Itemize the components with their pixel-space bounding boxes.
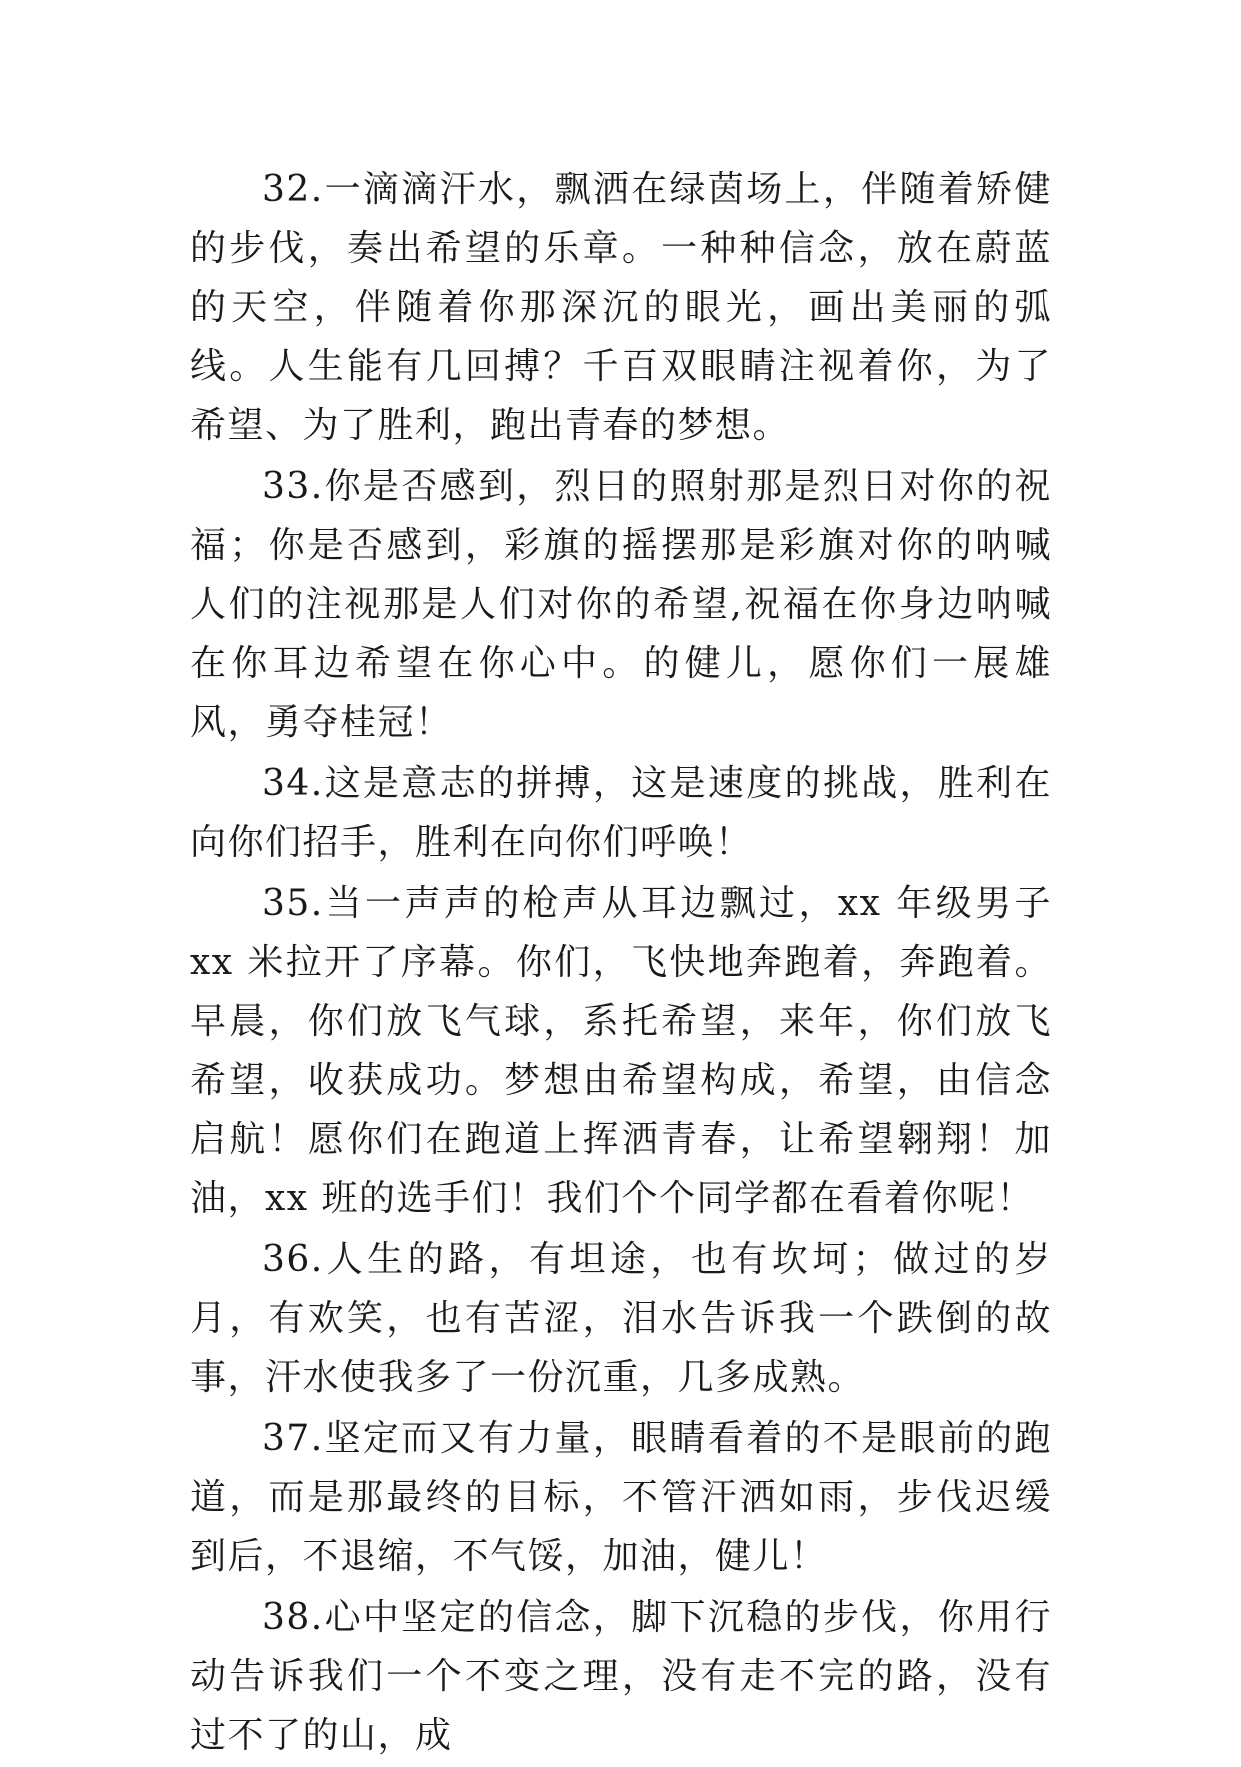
paragraph-36: 36.人生的路，有坦途，也有坎坷；做过的岁月，有欢笑，也有苦涩，泪水告诉我一个跌倒的故事，汗水使我多了一份沉重，几多成熟。 [190, 1239, 1052, 1398]
text-body [190, 160, 1052, 1767]
paragraph-38: 38.心中坚定的信念，脚下沉稳的步伐，你用行动告诉我们一个不变之理，没有走不完的路，没有过不了的山，成 [190, 1597, 1052, 1756]
paragraph-32: 32.一滴滴汗水，飘洒在绿茵场上，伴随着矫健的步伐，奏出希望的乐章。一种种信念，放在蔚蓝的天空，伴随着你那深沉的眼光，画出美丽的弧线。人生能有几回搏？千百双眼睛注视着你，为了希望、为了胜利，跑出青春的梦想。 [190, 169, 1052, 446]
paragraph-37: 37.坚定而又有力量，眼睛看着的不是眼前的跑道，而是那最终的目标，不管汗洒如雨，步伐迟缓到后，不退缩，不气馁，加油，健儿！ [190, 1418, 1052, 1577]
paragraph-34: 34.这是意志的拼搏，这是速度的挑战，胜利在向你们招手，胜利在向你们呼唤！ [190, 763, 1052, 863]
paragraph-35: 35.当一声声的枪声从耳边飘过，xx 年级男子 xx 米拉开了序幕。你们，飞快地奔跑着，奔跑着。早晨，你们放飞气球，系托希望，来年，你们放飞希望，收获成功。梦想由希望构成，希望，由信念启航！愿你们在跑道上挥洒青春，让希望翱翔！加油，xx 班的选手们！我们个个同学都在看着你呢！ [190, 883, 1052, 1219]
paragraph-33: 33.你是否感到，烈日的照射那是烈日对你的祝福；你是否感到，彩旗的摇摆那是彩旗对你的呐喊人们的注视那是人们对你的希望,祝福在你身边呐喊在你耳边希望在你心中。的健儿，愿你们一展雄风，勇夺桂冠！ [190, 466, 1052, 743]
